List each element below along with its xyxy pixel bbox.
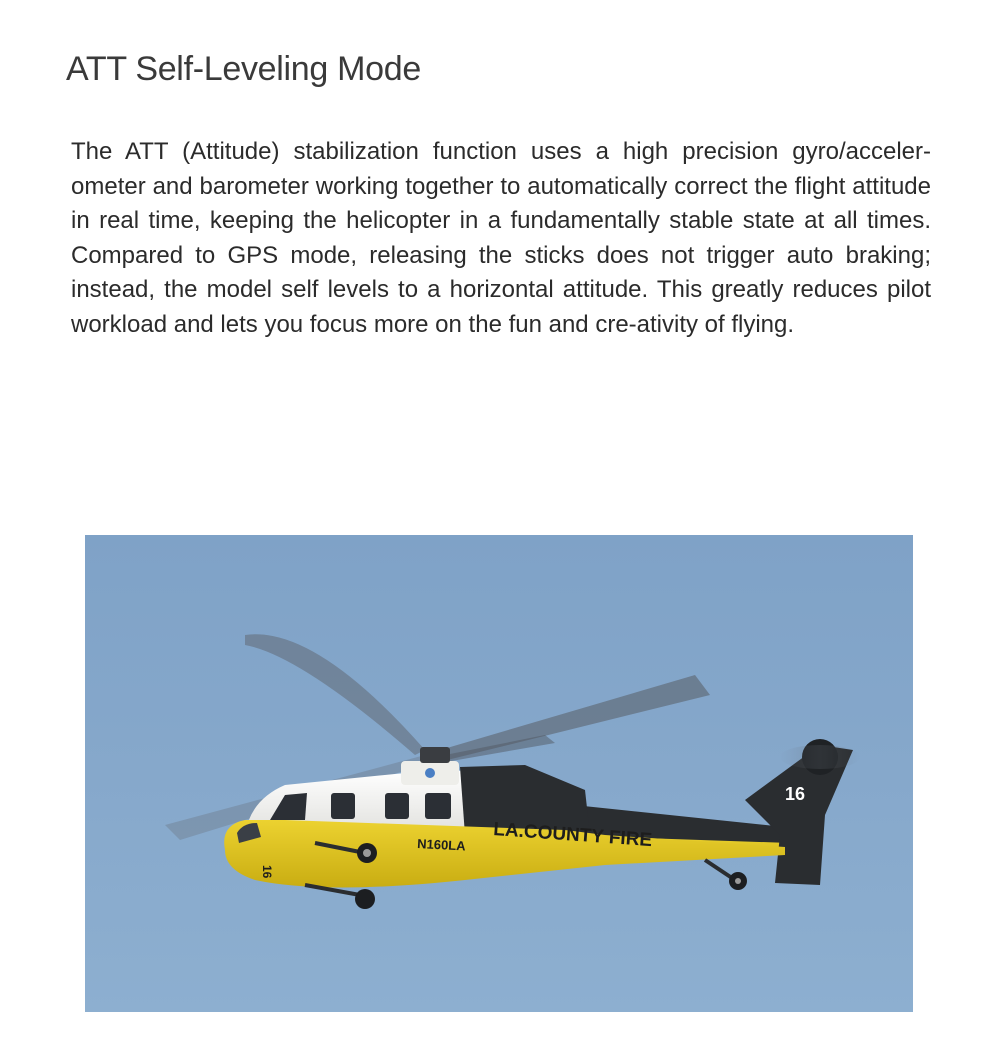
- registration-label: N160LA: [416, 836, 466, 854]
- tail-number-label: 16: [785, 784, 806, 804]
- page-title: ATT Self-Leveling Mode: [66, 50, 421, 88]
- helicopter-photo: [85, 535, 913, 1012]
- nose-number-label: 16: [260, 865, 274, 879]
- livery-label: LA.COUNTY FIRE: [492, 819, 653, 852]
- description-paragraph: The ATT (Attitude) stabilization function uses a high precision gyro/acceler-ometer and barometer working together to automatically correct the flight attitude in real time, keeping the helicopter in a fundamentally stable state at all times. Compared to GPS mode, releasing the sticks does not trigger auto braking; instead, the model self levels to a horizontal attitude. This greatly reduces pilot workload and lets you focus more on the fun and cre-ativity of flying.: [71, 138, 931, 338]
- helicopter-illustration: [85, 535, 913, 1012]
